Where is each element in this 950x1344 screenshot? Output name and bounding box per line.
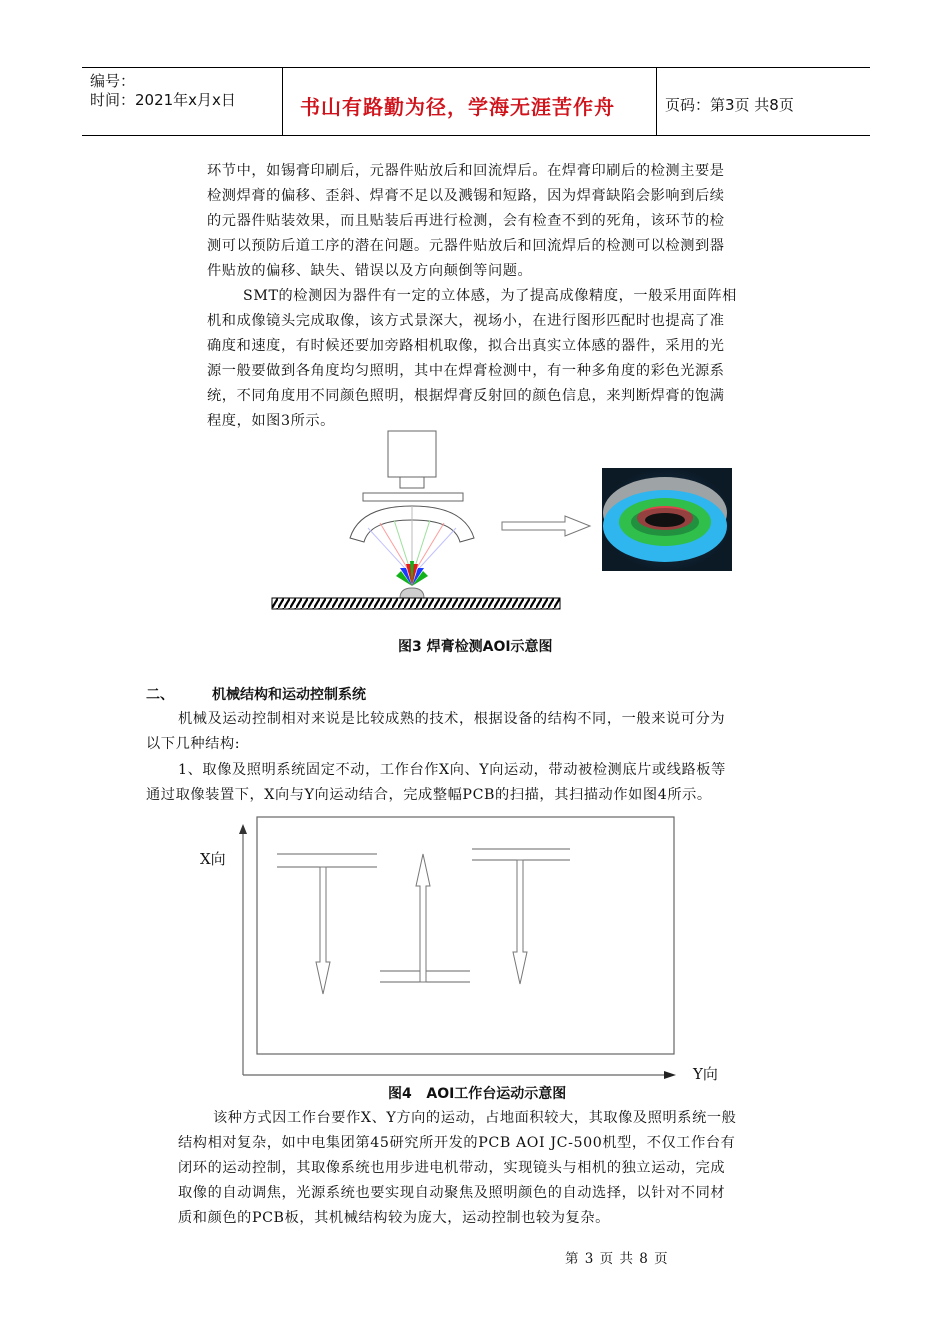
text-line: 结构相对复杂，如中电集团第45研究所开发的PCB AOI JC-500机型，不仅工作台有	[178, 1135, 736, 1151]
page-footer: 第 3 页 共 8 页	[565, 1251, 669, 1267]
text-line: 闭环的运动控制，其取像系统也用步进电机带动，实现镜头与相机的独立运动，完成	[178, 1160, 726, 1176]
text-line: 质和颜色的PCB板，其机械结构较为庞大，运动控制也较为复杂。	[178, 1210, 610, 1226]
header-number-label: 编号：	[90, 72, 136, 90]
text-line: 检测焊膏的偏移、歪斜、焊膏不足以及溅锡和短路，因为焊膏缺陷会影响到后续	[207, 188, 725, 204]
y-axis-arrow-icon	[664, 1071, 676, 1079]
header-date-label: 时间：2021年x月x日	[90, 91, 236, 109]
right-arrow-icon	[502, 516, 590, 536]
up-arrow-icon	[416, 854, 430, 982]
camera-body-icon	[388, 431, 436, 477]
text-line: 源一般要做到各角度均匀照明，其中在焊膏检测中，有一种多角度的彩色光源系	[207, 363, 725, 379]
down-arrow-icon	[316, 867, 330, 994]
text-line: 机和成像镜头完成取像，该方式景深大，视场小，在进行图形匹配时也提高了准	[207, 313, 725, 329]
figure-4-caption: 图4 AOI工作台运动示意图	[388, 1086, 567, 1102]
text-line: 1、取像及照明系统固定不动，工作台作X向、Y向运动，带动被检测底片或线路板等	[178, 762, 726, 778]
text-line: 统，不同角度用不同颜色照明，根据焊膏反射回的颜色信息，来判断焊膏的饱满	[207, 388, 725, 404]
x-axis-arrow-icon	[239, 824, 247, 834]
figure-3-caption: 图3 焊膏检测AOI示意图	[398, 639, 553, 655]
text-line: 通过取像装置下，X向与Y向运动结合，完成整幅PCB的扫描，其扫描动作如图4所示。	[146, 787, 712, 803]
solder-paste-icon	[400, 588, 424, 598]
text-line: 确度和速度，有时候还要加旁路相机取像，拟合出真实立体感的器件，采用的光	[207, 338, 725, 354]
text-line: 件贴放的偏移、缺失、错误以及方向颠倒等问题。	[207, 263, 533, 279]
section-number: 二、	[146, 687, 174, 703]
text-line: 测可以预防后道工序的潜在问题。元器件贴放后和回流焊后的检测可以检测到器	[207, 238, 725, 254]
y-direction-label: Y向	[693, 1065, 718, 1083]
figure-3-diagram	[260, 428, 740, 618]
text-line: 机械及运动控制相对来说是比较成熟的技术，根据设备的结构不同，一般来说可分为	[178, 711, 726, 727]
text-line: 该种方式因工作台要作X、Y方向的运动，占地面积较大，其取像及照明系统一般	[213, 1110, 737, 1126]
camera-lens-icon	[400, 477, 424, 488]
text-line: 以下几种结构:	[146, 736, 241, 752]
header-motto: 书山有路勤为径，学海无涯苦作舟	[300, 95, 615, 119]
down-arrow-icon	[513, 860, 527, 984]
x-direction-label: X向	[200, 850, 226, 868]
section-title: 机械结构和运动控制系统	[212, 687, 366, 703]
header-page-label: 页码：第3页 共8页	[665, 96, 794, 114]
text-line: 程度，如图3所示。	[207, 413, 335, 429]
text-line: 的元器件贴装效果，而且贴装后再进行检测，会有检查不到的死角，该环节的检	[207, 213, 725, 229]
figure-4-diagram	[230, 812, 690, 1082]
text-line: 环节中，如锡膏印刷后，元器件贴放后和回流焊后。在焊膏印刷后的检测主要是	[207, 163, 725, 179]
text-line: SMT的检测因为器件有一定的立体感，为了提高成像精度，一般采用面阵相	[243, 288, 737, 304]
pcb-board-icon	[272, 598, 560, 609]
text-line: 取像的自动调焦，光源系统也要实现自动聚焦及照明颜色的自动选择，以针对不同材	[178, 1185, 726, 1201]
